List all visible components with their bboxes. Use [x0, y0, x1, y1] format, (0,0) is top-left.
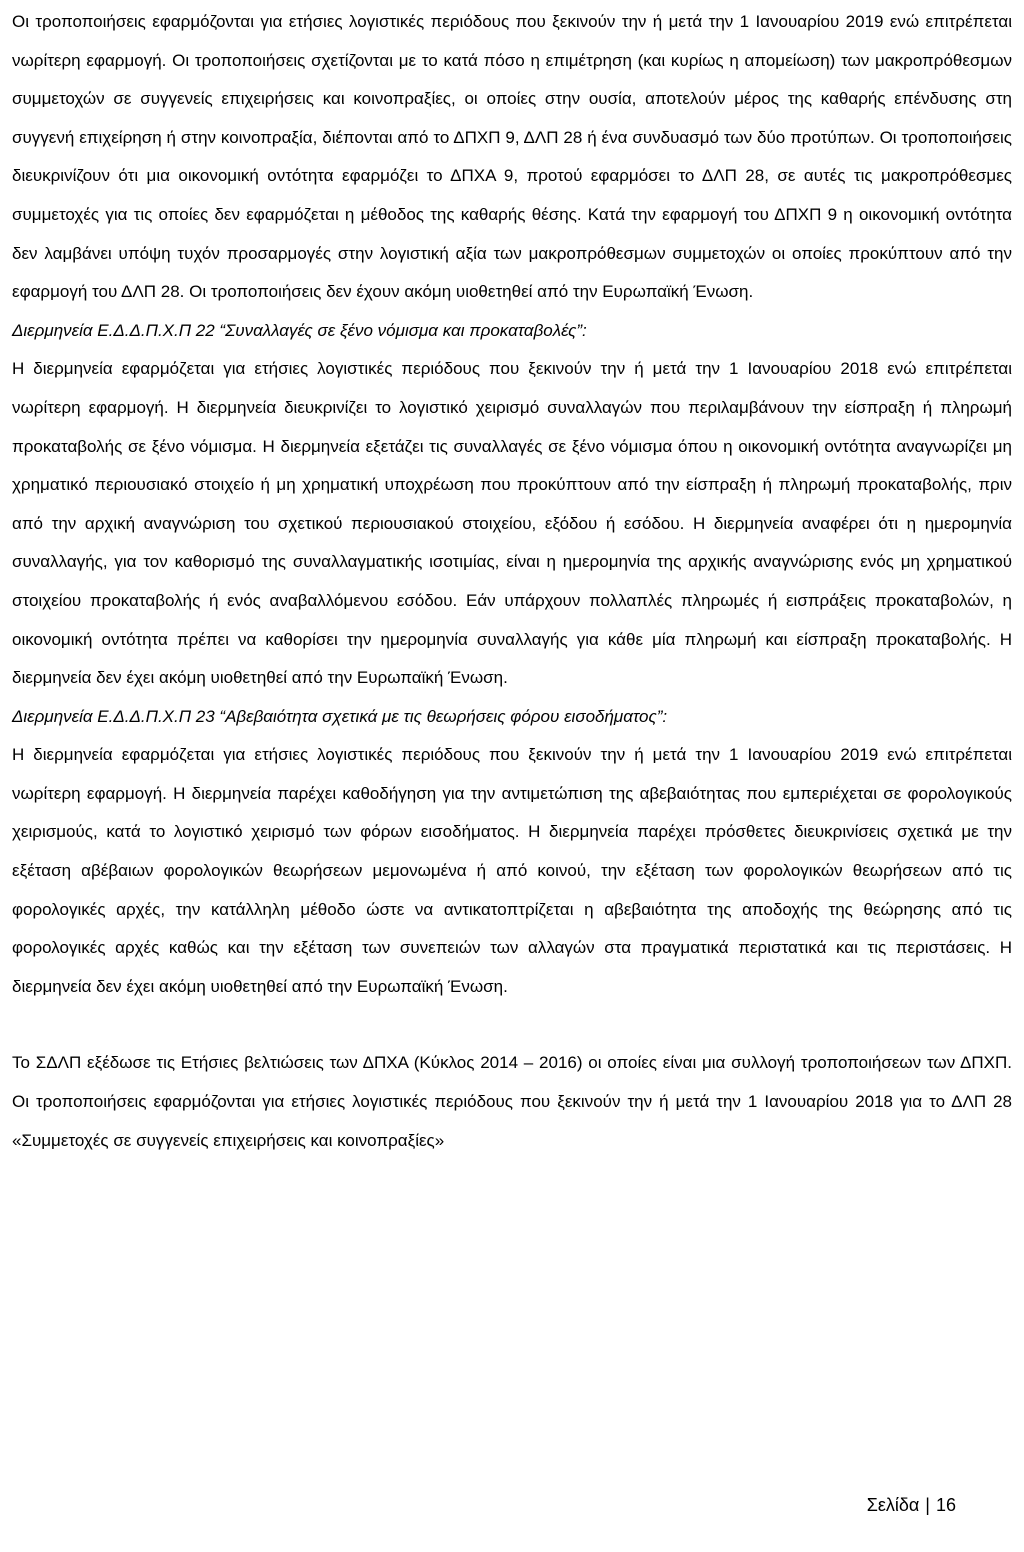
page-separator: |	[925, 1495, 930, 1515]
page-number: 16	[935, 1495, 956, 1515]
paragraph-ifric-22: Η διερμηνεία εφαρμόζεται για ετήσιες λογιστικές περιόδους που ξεκινούν την ή μετά την 1 Ιανουαρίου 2018 ενώ επιτρέπεται νωρίτερη εφαρμογή. Η διερμηνεία διευκρινίζει το λογιστικό χειρισμό συναλλαγών που περιλαμβάνουν την είσπραξη ή πληρωμή προκαταβολής σε ξένο νόμισμα. Η διερμηνεία εξετάζει τις συναλλαγές σε ξένο νόμισμα όπου η οικονομική οντότητα αναγνωρίζει μη χρηματικό περιουσιακό στοιχείο ή μη χρηματική υποχρέωση που προκύπτουν από την είσπραξη ή πληρωμή προκαταβολής, πριν από την αρχική αναγνώριση του σχετικού περιουσιακού στοιχείου, εξόδου ή εσόδου. Η διερμηνεία αναφέρει ότι η ημερομηνία συναλλαγής, για τον καθορισμό της συναλλαγματικής ισοτιμίας, είναι η ημερομηνία της αρχικής αναγνώρισης ενός μη χρηματικού στοιχείου προκαταβολής ή ενός αναβαλλόμενου εσόδου. Εάν υπάρχουν πολλαπλές πληρωμές ή εισπράξεις προκαταβολών, η οικονομική οντότητα πρέπει να καθορίσει την ημερομηνία συναλλαγής για κάθε μία πληρωμή και είσπραξη προκαταβολής. Η διερμηνεία δεν έχει ακόμη υιοθετηθεί από την Ευρωπαϊκή Ένωση.	[12, 359, 1012, 688]
paragraph-amendments-ias28: Οι τροποποιήσεις εφαρμόζονται για ετήσιες λογιστικές περιόδους που ξεκινούν την ή μετά την 1 Ιανουαρίου 2019 ενώ επιτρέπεται νωρίτερη εφαρμογή. Οι τροποποιήσεις σχετίζονται με το κατά πόσο η επιμέτρηση (και κυρίως η απομείωση) των μακροπρόθεσμων συμμετοχών σε συγγενείς επιχειρήσεις και κοινοπραξίες, οι οποίες στην ουσία, αποτελούν μέρος της καθαρής επένδυσης στη συγγενή επιχείρηση ή στην κοινοπραξία, διέπονται από το ΔΠΧΠ 9, ΔΛΠ 28 ή ένα συνδυασμό των δύο προτύπων. Οι τροποποιήσεις διευκρινίζουν ότι μια οικονομική οντότητα εφαρμόζει το ΔΠΧΑ 9, προτού εφαρμόσει το ΔΛΠ 28, σε αυτές τις μακροπρόθεσμες συμμετοχές για τις οποίες δεν εφαρμόζεται η μέθοδος της καθαρής θέσης. Κατά την εφαρμογή του ΔΠΧΠ 9 η οικονομική οντότητα δεν λαμβάνει υπόψη τυχόν προσαρμογές στην λογιστική αξία των μακροπρόθεσμων συμμετοχών οι οποίες προκύπτουν από την εφαρμογή του ΔΛΠ 28. Οι τροποποιήσεις δεν έχουν ακόμη υιοθετηθεί από την Ευρωπαϊκή Ένωση.	[12, 12, 1012, 302]
page-footer	[867, 1493, 956, 1517]
paragraph-spacer	[12, 1006, 1012, 1044]
paragraph-annual-improvements: Το ΣΔΛΠ εξέδωσε τις Ετήσιες βελτιώσεις των ΔΠΧΑ (Κύκλος 2014 – 2016) οι οποίες είναι μια συλλογή τροποποιήσεων των ΔΠΧΠ. Οι τροποποιήσεις εφαρμόζονται για ετήσιες λογιστικές περιόδους που ξεκινούν την ή μετά την 1 Ιανουαρίου 2018 για το ΔΛΠ 28 «Συμμετοχές σε συγγενείς επιχειρήσεις και κοινοπραξίες»	[12, 1053, 1012, 1150]
heading-ifric-22: Διερμηνεία Ε.Δ.Δ.Π.Χ.Π 22 “Συναλλαγές σε ξένο νόμισμα και προκαταβολές”:	[12, 320, 587, 340]
paragraph-ifric-23: Η διερμηνεία εφαρμόζεται για ετήσιες λογιστικές περιόδους που ξεκινούν την ή μετά την 1 Ιανουαρίου 2019 ενώ επιτρέπεται νωρίτερη εφαρμογή. Η διερμηνεία παρέχει καθοδήγηση για την αντιμετώπιση της αβεβαιότητας που εμπεριέχεται σε φορολογικούς χειρισμούς, κατά το λογιστικό χειρισμό των φόρων εισοδήματος. Η διερμηνεία παρέχει πρόσθετες διευκρινίσεις σχετικά με την εξέταση αβέβαιων φορολογικών θεωρήσεων μεμονωμένα ή από κοινού, την εξέταση των φορολογικών θεωρήσεων από τις φορολογικές αρχές, την κατάλληλη μέθοδο ώστε να αντικατοπτρίζεται η αβεβαιότητα της αποδοχής της θεώρησης από τις φορολογικές αρχές καθώς και την εξέταση των συνεπειών των αλλαγών στα πραγματικά περιστατικά και τις περιστάσεις. Η διερμηνεία δεν έχει ακόμη υιοθετηθεί από την Ευρωπαϊκή Ένωση.	[12, 745, 1012, 996]
document-page	[12, 0, 1012, 1160]
page-label: Σελίδα	[866, 1495, 920, 1515]
heading-ifric-23: Διερμηνεία Ε.Δ.Δ.Π.Χ.Π 23 “Αβεβαιότητα σχετικά με τις θεωρήσεις φόρου εισοδήματος”:	[12, 706, 668, 726]
